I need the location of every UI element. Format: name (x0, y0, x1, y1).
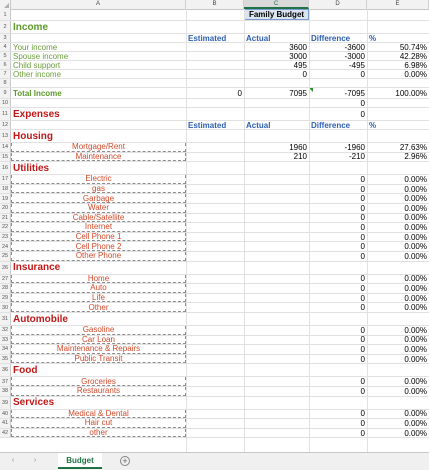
percent-cell[interactable]: 0.00% (404, 232, 427, 242)
gridline (309, 9, 310, 452)
table-row (0, 252, 429, 262)
column-header-b[interactable]: B (186, 0, 244, 9)
difference-cell[interactable]: 0 (360, 203, 365, 213)
row-number[interactable]: 35 (0, 355, 11, 364)
actual-cell[interactable]: 0 (302, 69, 307, 79)
percent-cell[interactable]: 0.00% (404, 174, 427, 184)
row-number[interactable]: 28 (0, 284, 11, 293)
percent-cell[interactable]: 0.00% (404, 184, 427, 194)
row-number[interactable]: 15 (0, 153, 11, 162)
difference-cell[interactable]: 0 (360, 344, 365, 354)
income-label[interactable]: Spouse income (13, 51, 69, 61)
actual-cell[interactable]: 3600 (289, 42, 307, 52)
table-row (0, 313, 429, 326)
percent-cell[interactable]: 0.00% (404, 222, 427, 232)
difference-cell[interactable]: 0 (360, 293, 365, 303)
row-number[interactable]: 30 (0, 303, 11, 312)
row-number[interactable]: 18 (0, 185, 11, 194)
difference-cell[interactable]: 0 (360, 69, 365, 79)
percent-cell[interactable]: 0.00% (404, 344, 427, 354)
actual-cell[interactable]: 1960 (289, 142, 307, 152)
difference-header[interactable]: Difference (311, 120, 351, 130)
section-heading[interactable]: Utilities (13, 162, 50, 174)
table-row (0, 162, 429, 175)
row-number[interactable]: 26 (0, 262, 11, 274)
row-number[interactable]: 17 (0, 175, 11, 184)
row-number[interactable]: 31 (0, 313, 11, 325)
difference-header[interactable]: Difference (311, 33, 351, 43)
row-number[interactable]: 33 (0, 336, 11, 345)
column-header-d[interactable]: D (309, 0, 367, 9)
percent-cell[interactable]: 0.00% (404, 69, 427, 79)
expense-label[interactable]: Internet (11, 223, 186, 232)
table-row (0, 185, 429, 195)
difference-cell[interactable]: 0 (360, 109, 365, 119)
table-row (0, 79, 429, 88)
table-row (0, 194, 429, 204)
expense-label[interactable]: Mortgage/Rent (11, 143, 186, 152)
difference-cell[interactable]: -495 (348, 60, 365, 70)
difference-cell[interactable]: 0 (360, 409, 365, 419)
percent-cell[interactable]: 0.00% (404, 418, 427, 428)
column-header-a[interactable]: A (11, 0, 186, 9)
table-row (0, 99, 429, 108)
row-number[interactable]: 1 (0, 9, 11, 20)
expense-label[interactable]: Gasoline (11, 326, 186, 335)
difference-cell[interactable]: 0 (360, 274, 365, 284)
percent-cell[interactable]: 0.00% (404, 293, 427, 303)
row-number[interactable]: 6 (0, 61, 11, 69)
row-number[interactable]: 21 (0, 214, 11, 223)
percent-cell[interactable]: 0.00% (404, 325, 427, 335)
gridline (186, 9, 187, 452)
table-row (0, 204, 429, 214)
sheet-title-cell[interactable]: Family Budget (244, 9, 309, 20)
section-heading[interactable]: Automobile (13, 313, 68, 325)
percent-cell[interactable]: 0.00% (404, 203, 427, 213)
sheet-tab-bar (0, 452, 429, 470)
difference-cell[interactable]: 0 (360, 222, 365, 232)
expense-label[interactable]: Maintenance (11, 153, 186, 162)
percent-header[interactable]: % (369, 120, 377, 130)
row-number[interactable]: 23 (0, 233, 11, 242)
row-number[interactable]: 3 (0, 34, 11, 42)
difference-cell[interactable]: 0 (360, 242, 365, 252)
table-row (0, 242, 429, 252)
expense-label[interactable]: Auto (11, 284, 186, 293)
row-number[interactable]: 40 (0, 410, 11, 419)
table-row (0, 303, 429, 313)
column-header-e[interactable]: E (367, 0, 429, 9)
percent-header[interactable]: % (369, 33, 377, 43)
difference-cell[interactable]: 0 (360, 98, 365, 108)
next-sheet-icon[interactable]: › (33, 457, 37, 464)
percent-cell[interactable]: 0.00% (404, 335, 427, 345)
row-number[interactable]: 4 (0, 43, 11, 51)
table-row (0, 262, 429, 275)
expense-label[interactable]: Home (11, 275, 186, 284)
row-number[interactable]: 11 (0, 108, 11, 120)
percent-cell[interactable]: 0.00% (404, 213, 427, 223)
difference-cell[interactable]: 0 (360, 232, 365, 242)
difference-cell[interactable]: -1960 (344, 142, 365, 152)
difference-cell[interactable]: 0 (360, 213, 365, 223)
difference-cell[interactable]: 0 (360, 194, 365, 204)
row-number[interactable]: 29 (0, 294, 11, 303)
table-row (0, 70, 429, 79)
actual-cell[interactable]: 7095 (289, 88, 307, 98)
row-number[interactable]: 36 (0, 364, 11, 376)
table-row (0, 233, 429, 243)
percent-cell[interactable]: 0.00% (404, 386, 427, 396)
sheet-tab-budget[interactable]: Budget (58, 453, 102, 469)
expense-label[interactable]: Groceries (11, 377, 186, 386)
difference-cell[interactable]: -3000 (344, 51, 365, 61)
expense-label[interactable]: Electric (11, 175, 186, 184)
difference-cell[interactable]: 0 (360, 354, 365, 364)
percent-cell[interactable]: 42.28% (399, 51, 427, 61)
income-label[interactable]: Child support (13, 60, 61, 70)
expense-label[interactable]: Public Transit (11, 355, 186, 364)
percent-cell[interactable]: 0.00% (404, 303, 427, 313)
section-heading[interactable]: Services (13, 397, 55, 409)
gridline (244, 9, 245, 452)
table-row (0, 294, 429, 304)
income-label[interactable]: Other income (13, 69, 62, 79)
expense-label[interactable]: Other Phone (11, 252, 186, 261)
difference-cell[interactable]: -7095 (344, 88, 365, 98)
row-number[interactable]: 42 (0, 429, 11, 438)
percent-cell[interactable]: 0.00% (404, 428, 427, 438)
section-heading[interactable]: Housing (13, 130, 53, 142)
difference-cell[interactable]: 0 (360, 283, 365, 293)
expense-label[interactable]: Restaurants (11, 387, 186, 396)
table-row (0, 153, 429, 163)
row-number[interactable]: 13 (0, 130, 11, 142)
difference-cell[interactable]: 0 (360, 428, 365, 438)
row-number[interactable]: 19 (0, 194, 11, 203)
row-number[interactable]: 20 (0, 204, 11, 213)
add-sheet-icon[interactable]: + (120, 456, 130, 466)
table-row (0, 419, 429, 429)
row-number[interactable]: 8 (0, 79, 11, 87)
expense-label[interactable]: Cell Phone 1 (11, 233, 186, 242)
table-row (0, 345, 429, 355)
difference-cell[interactable]: 0 (360, 251, 365, 261)
difference-cell[interactable]: 0 (360, 325, 365, 335)
table-row (0, 364, 429, 377)
difference-cell[interactable]: 0 (360, 418, 365, 428)
percent-cell[interactable]: 50.74% (399, 42, 427, 52)
estimated-header[interactable]: Estimated (188, 120, 227, 130)
expense-label[interactable]: Cable/Satellite (11, 214, 186, 223)
row-number[interactable]: 5 (0, 52, 11, 60)
row-number[interactable]: 37 (0, 377, 11, 386)
row-number[interactable]: 7 (0, 70, 11, 78)
table-row (0, 355, 429, 365)
row-number[interactable]: 2 (0, 21, 11, 33)
table-row (0, 326, 429, 336)
table-row (0, 377, 429, 387)
difference-cell[interactable]: 0 (360, 386, 365, 396)
expense-label[interactable]: Maintenance & Repairs (11, 345, 186, 354)
difference-cell[interactable]: 0 (360, 377, 365, 387)
expense-label[interactable]: Garbage (11, 194, 186, 203)
percent-cell[interactable]: 0.00% (404, 194, 427, 204)
table-row (0, 121, 429, 130)
row-number[interactable]: 34 (0, 345, 11, 354)
percent-cell[interactable]: 0.00% (404, 377, 427, 387)
expense-label[interactable]: Life (11, 294, 186, 303)
percent-cell[interactable]: 2.96% (404, 152, 427, 162)
row-number[interactable]: 10 (0, 99, 11, 107)
row-number[interactable]: 9 (0, 88, 11, 98)
difference-cell[interactable]: -3600 (344, 42, 365, 52)
table-row (0, 275, 429, 285)
actual-header[interactable]: Actual (246, 33, 271, 43)
table-row (0, 387, 429, 397)
actual-header[interactable]: Actual (246, 120, 271, 130)
table-row (0, 9, 429, 21)
expense-label[interactable]: Medical & Dental (11, 410, 186, 419)
table-row (0, 175, 429, 185)
difference-cell[interactable]: 0 (360, 303, 365, 313)
row-number[interactable]: 41 (0, 419, 11, 428)
section-heading[interactable]: Insurance (13, 262, 61, 274)
percent-cell[interactable]: 0.00% (404, 409, 427, 419)
actual-cell[interactable]: 495 (293, 60, 307, 70)
estimated-cell[interactable]: 0 (237, 88, 242, 98)
row-number[interactable]: 38 (0, 387, 11, 396)
table-row (0, 429, 429, 439)
row-number[interactable]: 14 (0, 143, 11, 152)
percent-cell[interactable]: 0.00% (404, 242, 427, 252)
section-heading[interactable]: Expenses (13, 108, 60, 120)
income-label[interactable]: Your income (13, 42, 58, 52)
table-row (0, 284, 429, 294)
table-row (0, 214, 429, 224)
row-number[interactable]: 25 (0, 252, 11, 261)
gridline (367, 9, 368, 452)
difference-cell[interactable]: 0 (360, 335, 365, 345)
table-row (0, 88, 429, 99)
table-row (0, 410, 429, 420)
row-number[interactable]: 16 (0, 162, 11, 174)
difference-cell[interactable]: 0 (360, 174, 365, 184)
select-all-corner[interactable] (0, 0, 11, 9)
percent-cell[interactable]: 0.00% (404, 354, 427, 364)
difference-cell[interactable]: -210 (348, 152, 365, 162)
row-number[interactable]: 22 (0, 223, 11, 232)
actual-cell[interactable]: 3000 (289, 51, 307, 61)
expense-label[interactable]: Water (11, 204, 186, 213)
percent-cell[interactable]: 100.00% (395, 88, 427, 98)
row-number[interactable]: 32 (0, 326, 11, 335)
table-row (0, 143, 429, 153)
expense-label[interactable]: Car Loan (11, 336, 186, 345)
expense-label[interactable]: gas (11, 185, 186, 194)
expense-label[interactable]: Cell Phone 2 (11, 242, 186, 251)
table-row (0, 397, 429, 410)
expense-label[interactable]: other (11, 429, 186, 438)
table-row (0, 21, 429, 34)
estimated-header[interactable]: Estimated (188, 33, 227, 43)
table-row (0, 108, 429, 121)
section-heading[interactable]: Income (13, 21, 49, 33)
prev-sheet-icon[interactable]: ‹ (11, 457, 15, 464)
row-number[interactable]: 24 (0, 242, 11, 251)
percent-cell[interactable]: 6.98% (404, 60, 427, 70)
percent-cell[interactable]: 27.63% (399, 142, 427, 152)
actual-cell[interactable]: 210 (293, 152, 307, 162)
row-number[interactable]: 39 (0, 397, 11, 409)
expense-label[interactable]: Other (11, 303, 186, 312)
percent-cell[interactable]: 0.00% (404, 251, 427, 261)
expense-label[interactable]: Hair cut (11, 419, 186, 428)
section-heading[interactable]: Food (13, 364, 38, 376)
percent-cell[interactable]: 0.00% (404, 274, 427, 284)
percent-cell[interactable]: 0.00% (404, 283, 427, 293)
row-number[interactable]: 27 (0, 275, 11, 284)
difference-cell[interactable]: 0 (360, 184, 365, 194)
table-row (0, 130, 429, 143)
column-header-c[interactable]: C (244, 0, 309, 9)
total-income-label[interactable]: Total Income (13, 88, 62, 98)
row-number[interactable]: 12 (0, 121, 11, 129)
table-row (0, 223, 429, 233)
